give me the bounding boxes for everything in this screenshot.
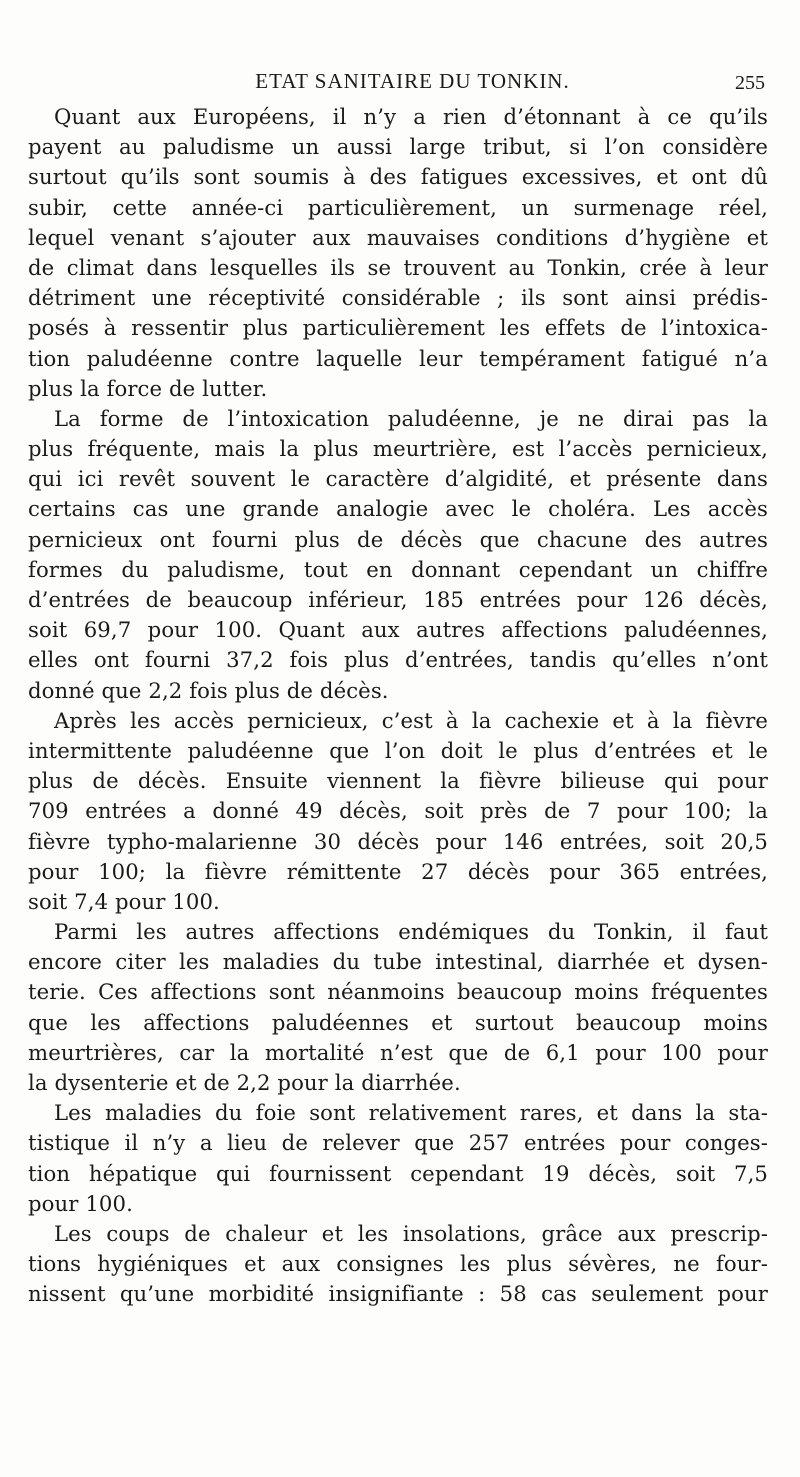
text-line: détriment une réceptivité considérable ; ils sont ainsi prédis-: [28, 285, 768, 311]
page-number: 255: [735, 72, 765, 94]
running-head: [60, 66, 765, 96]
text-line: Quant aux Européens, il n’y a rien d’étonnant à ce qu’ils: [54, 104, 768, 129]
text-line: certains cas une grande analogie avec le choléra. Les accès: [28, 496, 768, 522]
text-line: terie. Ces affections sont néanmoins beaucoup moins fréquentes: [28, 979, 768, 1005]
paragraph: [28, 917, 768, 1098]
text-line: La forme de l’intoxication paludéenne, je ne dirai pas la: [54, 405, 768, 431]
text-line: pernicieux ont fourni plus de décès que chacune des autres: [28, 526, 768, 552]
text-line: elles ont fourni 37,2 fois plus d’entrées, tandis qu’elles n’ont: [28, 647, 768, 673]
text-line: payent au paludisme un aussi large tribut, si l’on considère: [28, 134, 768, 160]
text-line: qui ici revêt souvent le caractère d’algidité, et présente dans: [28, 466, 768, 492]
text-line: Les maladies du foie sont relativement rares, et dans la sta-: [54, 1100, 768, 1126]
text-line: tion paludéenne contre laquelle leur tempérament fatigué n’a: [28, 345, 768, 371]
text-line: tistique il n’y a lieu de relever que 257 entrées pour conges-: [28, 1130, 768, 1156]
text-line: plus fréquente, mais la plus meurtrière, est l’accès pernicieux,: [28, 436, 768, 462]
body-text: [28, 102, 768, 1310]
text-line: donné que 2,2 fois plus de décès.: [28, 677, 389, 703]
text-line: fièvre typho-malarienne 30 décès pour 146 entrées, soit 20,5: [28, 828, 768, 854]
text-line: pour 100; la fièvre rémittente 27 décès pour 365 entrées,: [28, 858, 768, 884]
text-line: que les affections paludéennes et surtout beaucoup moins: [28, 1009, 768, 1035]
text-line: surtout qu’ils sont soumis à des fatigues excessives, et ont dû: [28, 164, 768, 190]
text-line: subir, cette année-ci particulièrement, un surmenage réel,: [28, 194, 768, 220]
paragraph: [28, 706, 768, 917]
running-title: ETAT SANITAIRE DU TONKIN.: [255, 69, 570, 93]
text-line: Parmi les autres affections endémiques du Tonkin, il faut: [54, 919, 768, 945]
text-line: encore citer les maladies du tube intestinal, diarrhée et dysen-: [28, 949, 768, 975]
text-line: Les coups de chaleur et les insolations, grâce aux prescrip-: [54, 1220, 768, 1246]
text-line: plus de décès. Ensuite viennent la fièvre bilieuse qui pour: [28, 768, 768, 794]
text-line: soit 7,4 pour 100.: [28, 888, 220, 914]
text-line: 709 entrées a donné 49 décès, soit près de 7 pour 100; la: [28, 798, 768, 824]
text-line: meurtrières, car la mortalité n’est que de 6,1 pour 100 pour: [28, 1039, 768, 1065]
text-line: posés à ressentir plus particulièrement les effets de l’intoxica-: [28, 315, 768, 341]
text-line: lequel venant s’ajouter aux mauvaises conditions d’hygiène et: [28, 224, 768, 250]
text-line: plus la force de lutter.: [28, 375, 268, 401]
paragraph: [28, 404, 768, 706]
text-line: Après les accès pernicieux, c’est à la cachexie et à la fièvre: [54, 707, 768, 733]
text-line: formes du paludisme, tout en donnant cependant un chiffre: [28, 556, 768, 582]
paragraph: [28, 102, 768, 404]
text-line: tions hygiéniques et aux consignes les plus sévères, ne four-: [28, 1251, 768, 1277]
text-line: d’entrées de beaucoup inférieur, 185 entrées pour 126 décès,: [28, 587, 768, 612]
text-line: intermittente paludéenne que l’on doit le plus d’entrées et le: [28, 737, 768, 763]
text-line: nissent qu’une morbidité insignifiante : 58 cas seulement pour: [28, 1281, 768, 1307]
text-line: la dysenterie et de 2,2 pour la diarrhée.: [28, 1070, 461, 1095]
paragraph: [28, 1219, 768, 1310]
text-line: de climat dans lesquelles ils se trouvent au Tonkin, crée à leur: [28, 254, 768, 280]
text-line: pour 100.: [28, 1190, 133, 1216]
text-line: tion hépatique qui fournissent cependant 19 décès, soit 7,5: [28, 1160, 768, 1186]
paragraph: [28, 1098, 768, 1219]
text-line: soit 69,7 pour 100. Quant aux autres affections paludéennes,: [28, 617, 768, 643]
